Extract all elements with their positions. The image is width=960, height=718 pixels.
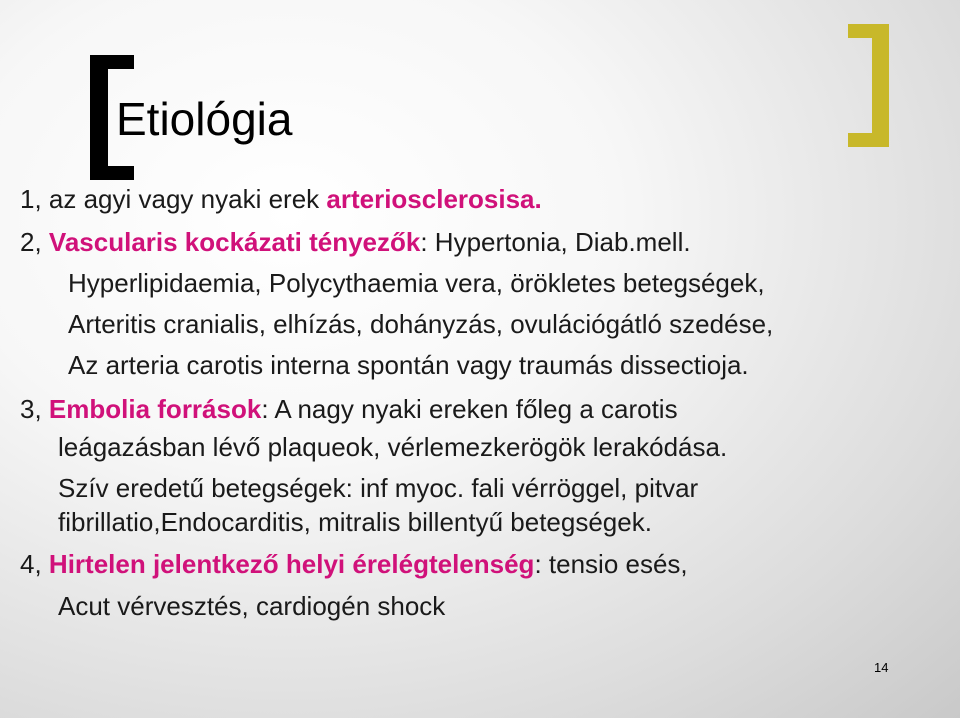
slide-title: Etiológia [116,93,293,145]
line-1-text: 1, az agyi vagy nyaki erek [20,184,327,214]
left-bracket-top [90,55,134,69]
line-5: Az arteria carotis interna spontán vagy traumás dissectioja. [68,350,749,380]
line-9: fibrillatio,Endocarditis, mitralis billentyű betegségek. [58,507,652,537]
right-bracket-top [848,24,889,38]
line-10-text: : tensio esés, [534,549,688,579]
right-bracket [872,24,889,147]
right-bracket-bottom [848,133,889,147]
line-1-highlight: arteriosclerosisa. [326,184,542,214]
line-2-text: : Hypertonia, Diab.mell. [420,227,691,257]
line-10-highlight: Hirtelen jelentkező helyi érelégtelenség [48,549,535,579]
line-7: leágazásban lévő plaqueok, vérlemezkerögök lerakódása. [58,432,728,462]
line-10 [20,551,688,577]
line-3: Hyperlipidaemia, Polycythaemia vera, örökletes betegségek, [68,268,765,298]
line-2-highlight: Vascularis kockázati tényezők [48,227,421,257]
line-6 [20,396,678,422]
page-number: 14 [874,660,889,675]
left-bracket [90,55,108,180]
line-4: Arteritis cranialis, elhízás, dohányzás, ovulációgátló szedése, [68,309,774,339]
line-6-prefix: 3, [20,394,49,424]
left-bracket-bottom [90,166,134,180]
line-11: Acut vérvesztés, cardiogén shock [58,591,446,621]
line-10-prefix: 4, [20,549,49,579]
line-8: Szív eredetű betegségek: inf myoc. fali vérröggel, pitvar [58,473,699,503]
line-2-prefix: 2, [20,227,49,257]
line-6-text: : A nagy nyaki ereken főleg a carotis [261,394,678,424]
line-6-highlight: Embolia források [48,394,262,424]
line-1 [20,186,542,212]
line-2 [20,229,691,255]
